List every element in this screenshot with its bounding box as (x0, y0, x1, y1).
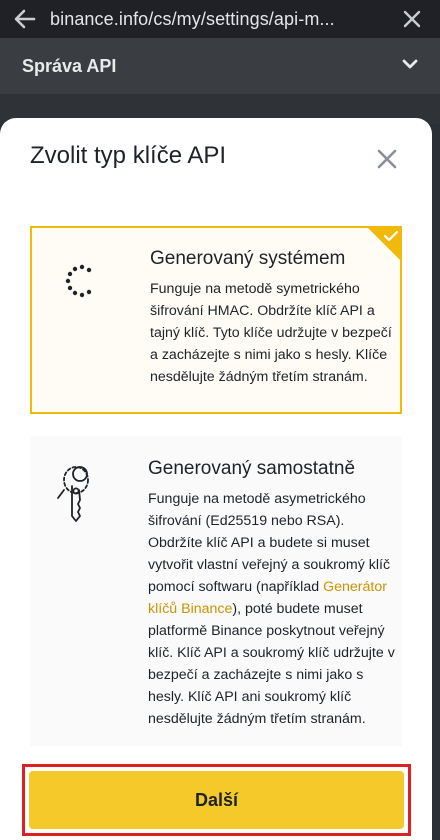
key-icon (48, 458, 104, 518)
api-key-type-modal (0, 118, 432, 840)
chevron-down-icon[interactable] (402, 57, 418, 75)
selected-check-icon (366, 226, 402, 262)
description-text-before-link: Funguje na metodě asymetrického šifrování (Ed25519 nebo RSA). Obdržíte klíč API a budete si muset vytvořit vlastní veřejný a soukromý klíč pomocí softwaru (například (148, 491, 391, 595)
close-tab-icon[interactable] (384, 0, 440, 38)
option-self-generated[interactable] (30, 436, 402, 746)
description-text-after-link: ), poté budete muset platformě Binance poskytnout veřejný klíč. Klíč API a soukromý klíč udržujte v bezpečí a zacházejte s nimi jako s hesly. Klíč API ani soukromý klíč nesdělujte žádným třetím stranám. (148, 601, 395, 727)
option-description (148, 488, 398, 730)
page-header (0, 38, 440, 94)
option-title: Generovaný systémem (150, 248, 346, 269)
next-button-highlight (22, 764, 411, 836)
option-system-generated[interactable] (30, 226, 402, 414)
browser-url-bar (0, 0, 440, 38)
page-title: Správa API (22, 55, 117, 76)
option-description: Funguje na metodě symetrického šifrování HMAC. Obdržíte klíč API a tajný klíč. Tyto klíče udržujte v bezpečí a zacházejte s nimi jako s hesly. Klíče nesdělujte žádným třetím stranám. (150, 281, 392, 385)
close-icon[interactable] (372, 144, 402, 174)
modal-title: Zvolit typ klíče API (30, 142, 227, 169)
back-arrow-icon[interactable] (0, 0, 50, 38)
option-title: Generovaný samostatně (148, 458, 356, 479)
url-text[interactable]: binance.info/cs/my/settings/api-m... (50, 8, 335, 29)
next-button[interactable]: Další (29, 771, 404, 829)
key-generator-link[interactable]: Generátor klíčů Binance (148, 579, 387, 617)
loading-circle-icon (50, 250, 106, 310)
